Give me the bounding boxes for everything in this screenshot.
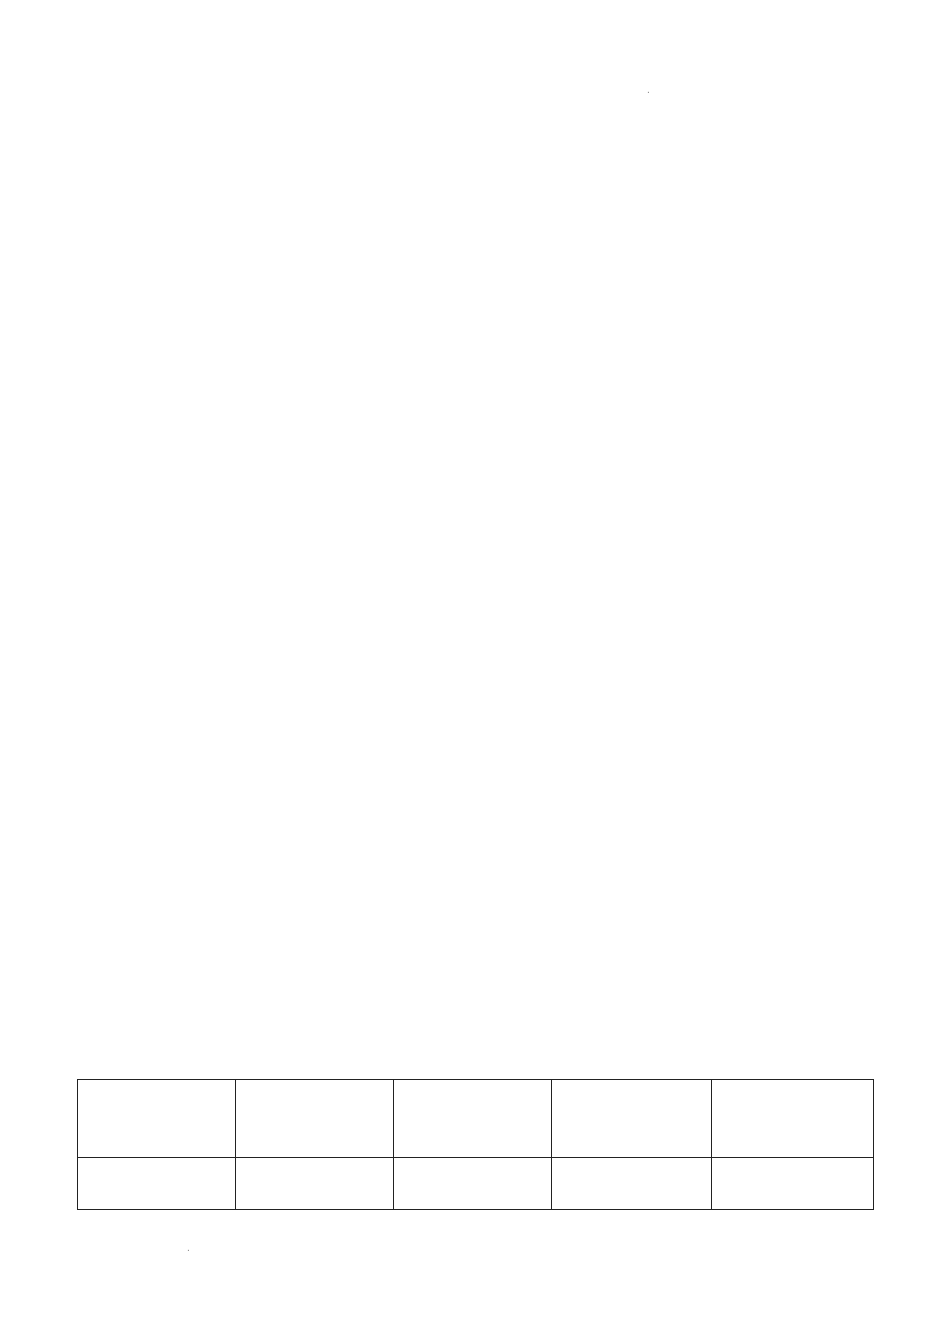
- table-header-row: [78, 1080, 874, 1158]
- passage-a-label: [86, 218, 866, 244]
- passage-a-intro-line: [86, 270, 866, 296]
- section-3-heading: [86, 140, 866, 166]
- table-header-cell: [236, 1080, 394, 1158]
- scan-dot: .: [646, 86, 651, 95]
- table-header-cell: [394, 1080, 552, 1158]
- table-cell: [552, 1158, 712, 1210]
- section-2-heading: [86, 114, 866, 140]
- instruction-text: [86, 192, 866, 218]
- table-cell: [394, 1158, 552, 1210]
- table-cell: [236, 1158, 394, 1210]
- table-cell: [78, 1158, 236, 1210]
- table-row: [78, 1158, 874, 1210]
- scan-dot: .: [186, 1244, 191, 1253]
- table-header-cell: [712, 1080, 874, 1158]
- part-1-heading: [86, 166, 866, 192]
- document-body: [86, 114, 866, 296]
- vaccination-table: [77, 1079, 874, 1210]
- table-cell: [712, 1158, 874, 1210]
- passage-a-intro-line: [86, 244, 866, 270]
- table-header-cell: [552, 1080, 712, 1158]
- table-header-cell: [78, 1080, 236, 1158]
